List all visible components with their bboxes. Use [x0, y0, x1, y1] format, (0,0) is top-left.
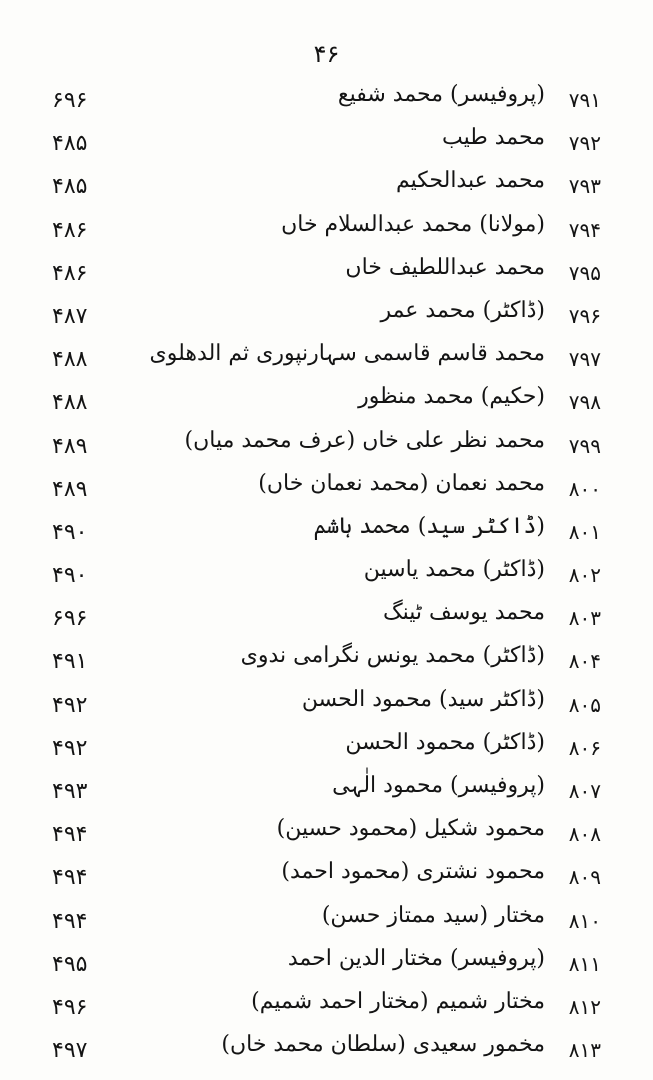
index-row	[0, 168, 653, 211]
serial-number: ۸۱۱	[568, 951, 601, 976]
page-reference: ۴۸۶	[52, 217, 88, 243]
page-reference: ۴۹۳	[52, 779, 88, 804]
entry-name: (پروفیسر) محمود الٰہی	[332, 773, 545, 798]
index-list	[0, 82, 653, 1075]
page-reference: ۴۸۵	[52, 131, 88, 157]
entry-name: (ڈاکٹر سید) محمود الحسن	[301, 686, 545, 712]
page-reference: ۴۸۹	[52, 433, 88, 459]
serial-number: ۷۹۶	[568, 303, 601, 328]
entry-name: محمد طیب	[442, 125, 545, 151]
entry-name: (ڈاکٹر) محمود الحسن	[345, 729, 545, 755]
page-reference: ۴۸۷	[52, 303, 88, 329]
page-reference: ۴۹۴	[52, 822, 88, 848]
page-reference: ۴۹۰	[52, 519, 88, 545]
index-row	[0, 989, 653, 1032]
index-row	[0, 471, 653, 514]
entry-name: محمود شکیل (محمود حسین)	[276, 816, 545, 842]
page-reference: ۴۸۸	[52, 347, 88, 373]
entry-name: مخمور سعیدی (سلطان محمد خاں)	[221, 1032, 545, 1058]
index-row	[0, 903, 653, 946]
serial-number: ۸۰۰	[568, 476, 601, 501]
serial-number: ۸۰۷	[568, 779, 601, 803]
page-reference: ۴۹۲	[52, 692, 88, 718]
serial-number: ۸۰۲	[568, 563, 601, 588]
entry-name: محمد عبدالحکیم	[395, 168, 545, 194]
entry-name: (حکیم) محمد منظور	[358, 384, 545, 410]
index-row	[0, 298, 653, 341]
entry-name: محمود نشتری (محمود احمد)	[281, 859, 545, 885]
index-row	[0, 384, 653, 427]
serial-number: ۸۰۶	[568, 735, 601, 760]
entry-name: مختار شمیم (مختار احمد شمیم)	[251, 988, 545, 1014]
page-reference: ۴۹۶	[52, 994, 88, 1020]
serial-number: ۸۱۳	[568, 1038, 601, 1063]
entry-name: مختار (سید ممتاز حسن)	[321, 902, 545, 928]
serial-number: ۷۹۳	[568, 174, 601, 199]
serial-number: ۸۰۴	[568, 649, 601, 674]
index-row	[0, 82, 653, 125]
page-reference: ۴۹۲	[52, 735, 88, 761]
index-row	[0, 687, 653, 730]
serial-number: ۸۱۰	[568, 908, 601, 933]
index-row	[0, 1032, 653, 1075]
serial-number: ۷۹۱	[568, 88, 601, 112]
entry-name: (پروفیسر) مختار الدین احمد	[287, 945, 545, 971]
serial-number: ۸۰۹	[568, 865, 601, 890]
page-reference: ۴۹۷	[52, 1038, 88, 1064]
page-reference: ۴۹۴	[52, 908, 88, 934]
serial-number: ۷۹۷	[568, 347, 601, 372]
entry-name: (ڈاکٹر) محمد یاسین	[363, 557, 545, 583]
serial-number: ۷۹۲	[568, 131, 601, 156]
serial-number: ۸۰۵	[568, 692, 601, 717]
page-reference: ۴۹۰	[52, 563, 88, 589]
serial-number: ۸۰۱	[568, 519, 601, 544]
serial-number: ۷۹۸	[568, 390, 601, 415]
entry-name: (مولانا) محمد عبدالسلام خاں	[281, 211, 545, 237]
entry-name: محمد نعمان (محمد نعمان خاں)	[258, 470, 545, 496]
index-row	[0, 125, 653, 168]
serial-number: ۸۰۸	[568, 822, 601, 847]
serial-number: ۷۹۵	[568, 260, 601, 285]
index-row	[0, 557, 653, 600]
index-row	[0, 730, 653, 773]
index-row	[0, 600, 653, 643]
entry-name: (پروفیسر) محمد شفیع	[337, 82, 545, 107]
page-reference: ۴۹۴	[52, 865, 88, 891]
entry-name: (ڈاکٹر سید) محمد ہاشم	[313, 513, 545, 539]
serial-number: ۷۹۹	[568, 433, 601, 458]
index-row	[0, 816, 653, 859]
page-reference: ۴۸۵	[52, 174, 88, 200]
index-row	[0, 341, 653, 384]
index-row	[0, 212, 653, 255]
entry-name: محمد عبداللطیف خاں	[345, 254, 545, 280]
entry-name: (ڈاکٹر) محمد عمر	[380, 297, 545, 323]
page-reference: ۴۸۸	[52, 390, 88, 416]
index-row	[0, 859, 653, 902]
entry-name: محمد نظر علی خاں (عرف محمد میاں)	[184, 427, 545, 453]
page-reference: ۴۹۱	[52, 649, 88, 675]
page-reference: ۴۸۶	[52, 260, 88, 286]
serial-number: ۸۰۳	[568, 606, 601, 631]
page-reference: ۴۸۹	[52, 476, 88, 502]
index-row	[0, 946, 653, 989]
index-row	[0, 428, 653, 471]
index-row	[0, 255, 653, 298]
index-row	[0, 643, 653, 686]
index-row	[0, 773, 653, 816]
entry-name: محمد قاسم قاسمی سہارنپوری ثم الدھلوی	[149, 341, 545, 367]
serial-number: ۷۹۴	[568, 217, 601, 242]
entry-name: محمد یوسف ٹینگ	[382, 600, 545, 626]
page-reference: ۴۹۵	[52, 951, 88, 977]
entry-name: (ڈاکٹر) محمد یونس نگرامی ندوی	[240, 643, 545, 669]
page-reference: ۶۹۶	[52, 606, 88, 632]
page-number: ۴۶	[313, 40, 340, 68]
serial-number: ۸۱۲	[568, 994, 601, 1019]
page-reference: ۶۹۶	[52, 88, 88, 113]
index-row	[0, 514, 653, 557]
